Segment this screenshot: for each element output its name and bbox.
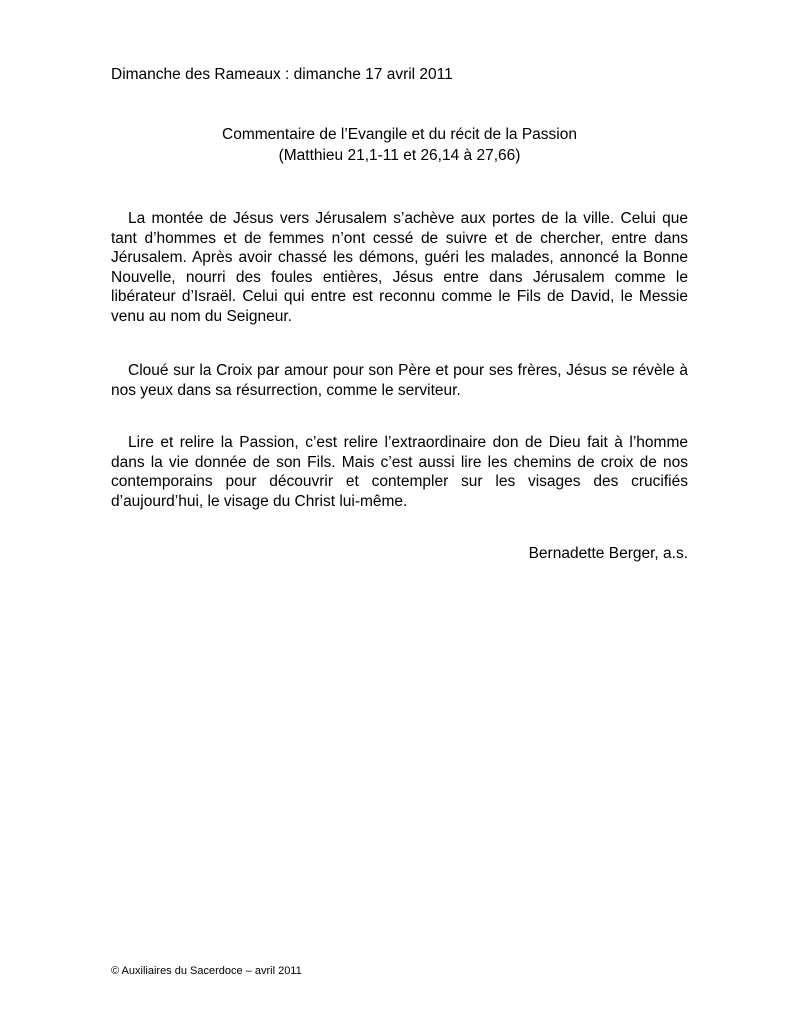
body-paragraph-2: Cloué sur la Croix par amour pour son Père et pour ses frères, Jésus se révèle à nos yeux dans sa résurrection, comme le serviteur. [111,362,688,399]
body-paragraph-1: La montée de Jésus vers Jérusalem s’achève aux portes de la ville. Celui que tant d’hommes et de femmes n’ont cessé de suivre et de chercher, entre dans Jérusalem. Après avoir chassé les démons, guéri les malades, annoncé la Bonne Nouvelle, nourri des foules entières, Jésus entre dans Jérusalem comme le libérateur d’Israël. Celui qui entre est reconnu comme le Fils de David, le Messie venu au nom du Seigneur. [111,210,688,325]
body-paragraph-3: Lire et relire la Passion, c’est relire l’extraordinaire don de Dieu fait à l’homme dans la vie donnée de son Fils. Mais c’est aussi lire les chemins de croix de nos contemporains pour découvrir et contempler sur les visages des crucifiés d’aujourd’hui, le visage du Christ lui-même. [111,434,688,510]
subtitle-line-commentary: Commentaire de l’Evangile et du récit de la Passion [222,126,577,143]
copyright-footer: © Auxiliaires du Sacerdoce – avril 2011 [111,965,302,977]
document-subtitle [111,124,688,166]
subtitle-line-reference: (Matthieu 21,1-11 et 26,14 à 27,66) [278,147,521,164]
author-signature: Bernadette Berger, a.s. [528,545,688,562]
document-date-heading: Dimanche des Rameaux : dimanche 17 avril 2011 [111,66,453,83]
